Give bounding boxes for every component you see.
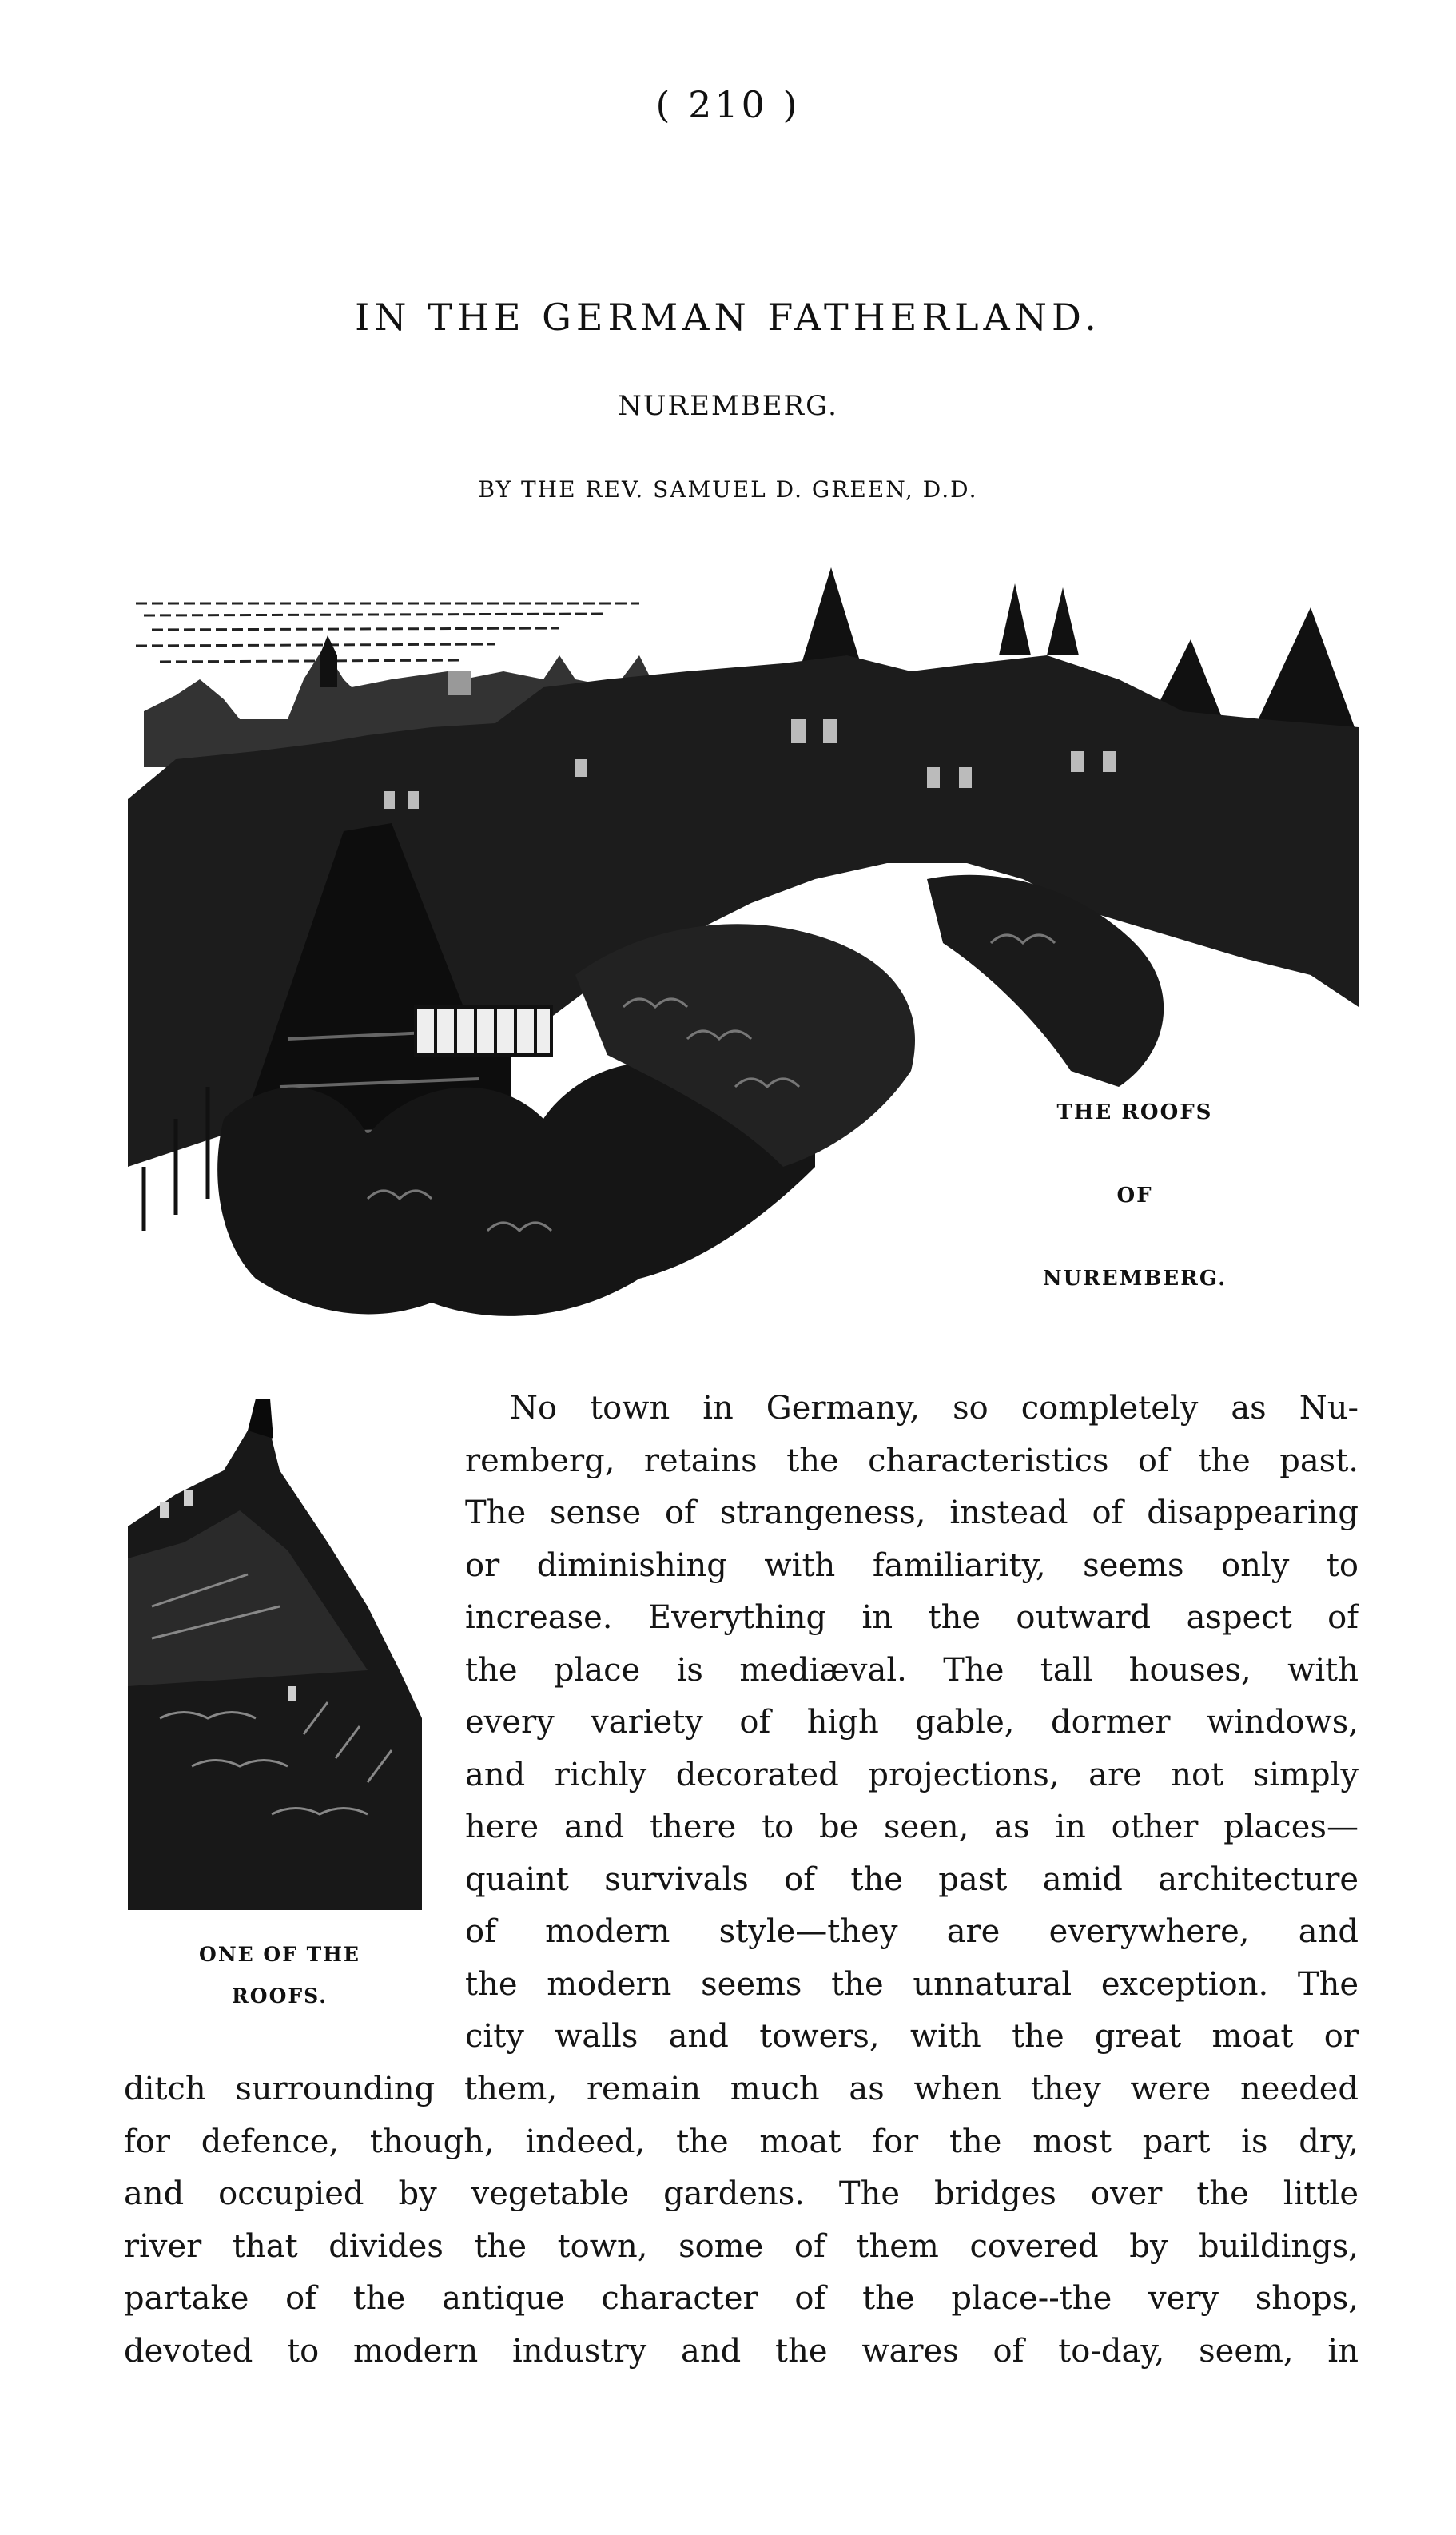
text-line: of modern style—they are everywhere, and: [465, 1913, 1359, 1950]
text-line: and occupied by vegetable gardens. The bridges over the little: [124, 2175, 1359, 2212]
byline: BY THE REV. SAMUEL D. GREEN, D.D.: [478, 476, 978, 503]
body-text-full-width: [124, 2063, 1359, 2378]
text-line: devoted to modern industry and the wares of to-day, seem, in: [124, 2332, 1359, 2370]
caption-line: OF: [1116, 1184, 1153, 1208]
text-line: No town in Germany, so completely as Nu-: [510, 1390, 1359, 1427]
text-line: for defence, though, indeed, the moat for the most part is dry,: [124, 2123, 1359, 2160]
text-line: quaint survivals of the past amid architecture: [465, 1860, 1359, 1898]
text-line: the place is mediæval. The tall houses, with: [465, 1651, 1359, 1689]
single-roof-engraving: [128, 1383, 422, 1910]
text-line: the modern seems the unnatural exception. The: [465, 1965, 1359, 2003]
main-figure-caption: [967, 1071, 1303, 1320]
page-number: ( 210 ): [655, 83, 801, 126]
caption-line: NUREMBERG.: [1042, 1267, 1227, 1291]
text-line: partake of the antique character of the place--the very shops,: [124, 2280, 1359, 2317]
body-text-narrow-column: [465, 1383, 1359, 2063]
text-line: city walls and towers, with the great moat or: [465, 2018, 1359, 2055]
caption-line: ONE OF THE: [199, 1943, 360, 1966]
caption-line: ROOFS.: [232, 1984, 328, 2008]
text-line: and richly decorated projections, are not simply: [465, 1756, 1359, 1793]
text-line: ditch surrounding them, remain much as when they were needed: [124, 2071, 1359, 2107]
text-line: river that divides the town, some of them covered by buildings,: [124, 2227, 1359, 2265]
article-subtitle: NUREMBERG.: [618, 390, 838, 422]
caption-line: THE ROOFS: [1056, 1100, 1213, 1124]
text-line: increase. Everything in the outward aspect of: [465, 1599, 1359, 1636]
text-line: remberg, retains the characteristics of the past.: [465, 1442, 1359, 1479]
small-figure-caption: [120, 1934, 440, 2017]
text-line: every variety of high gable, dormer windows,: [465, 1704, 1359, 1741]
text-line: or diminishing with familiarity, seems only to: [465, 1546, 1359, 1584]
text-line: here and there to be seen, as in other places—: [465, 1809, 1359, 1845]
article-title: IN THE GERMAN FATHERLAND.: [355, 296, 1101, 339]
text-line: The sense of strangeness, instead of disappearing: [465, 1494, 1359, 1531]
